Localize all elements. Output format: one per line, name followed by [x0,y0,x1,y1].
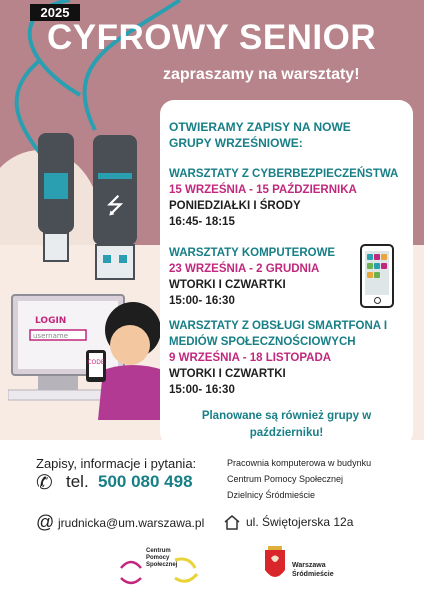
phone-code-text: CODE [87,359,105,366]
phone-prefix: tel. [66,472,89,491]
senior-at-computer-illustration [8,290,168,420]
logo1-line1: Centrum [146,548,171,554]
workshop-2-time: 15:00- 16:30 [169,295,235,307]
phone-number[interactable]: 500 080 498 [98,472,193,491]
workshops-card [160,100,413,446]
workshop-1-name: WARSZTATY Z CYBERBEZPIECZEŃSTWA [169,168,399,180]
workshop-2-days: WTORKI I CZWARTKI [169,279,286,291]
org-line3: Dzielnicy Śródmieście [227,490,316,500]
workshop-2-dates: 23 WRZEŚNIA - 2 GRUDNIA [169,263,320,275]
card-intro-line1: OTWIERAMY ZAPISY NA NOWE [169,120,351,134]
email-link[interactable]: jrudnicka@um.warszawa.pl [58,516,205,530]
workshop-1-dates: 15 WRZEŚNIA - 15 PAŹDZIERNIKA [169,184,357,196]
username-placeholder: username [33,332,68,340]
svg-text:⭍: ⭍ [105,194,125,219]
logo1-line3: Społecznej [146,562,178,568]
org-line2: Centrum Pomocy Społecznej [227,474,344,484]
workshop-1-days: PONIEDZIAŁKI I ŚRODY [169,200,301,212]
card-intro-line2: GRUPY WRZEŚNIOWE: [169,136,303,150]
logo1-line2: Pomocy [146,555,170,561]
smartphone-icon [360,244,394,308]
workshop-2-name: WARSZTATY KOMPUTEROWE [169,247,336,259]
logo2-line1: Warszawa [292,562,326,569]
login-label: LOGIN [35,316,67,326]
workshop-3-days: WTORKI I CZWARTKI [169,368,286,380]
page-title: CYFROWY SENIOR [47,18,377,57]
logo2-line2: Śródmieście [292,571,334,578]
card-note-line2: październiku! [249,427,324,439]
page-subtitle: zapraszamy na warsztaty! [163,66,360,83]
phone-icon: ✆ [36,472,53,494]
workshop-3-name-line2: MEDIÓW SPOŁECZNOŚCIOWYCH [169,336,356,348]
year-badge: 2025 [30,4,80,21]
org-line1: Pracownia komputerowa w budynku [227,458,372,468]
workshop-3-name-line1: WARSZTATY Z OBSŁUGI SMARTFONA I [169,320,388,332]
warsaw-crest-logo [262,540,288,588]
home-icon [223,514,241,530]
workshop-1-time: 16:45- 18:15 [169,216,235,228]
address-text: ul. Świętojerska 12a [246,515,354,529]
usb-connector-illustration [20,105,180,295]
workshop-3-time: 15:00- 16:30 [169,384,235,396]
workshop-3-dates: 9 WRZEŚNIA - 18 LISTOPADA [169,352,332,364]
signup-label: Zapisy, informacje i pytania: [36,456,197,471]
card-note-line1: Planowane są również grupy w [201,410,372,422]
at-sign-icon: @ [36,512,55,532]
